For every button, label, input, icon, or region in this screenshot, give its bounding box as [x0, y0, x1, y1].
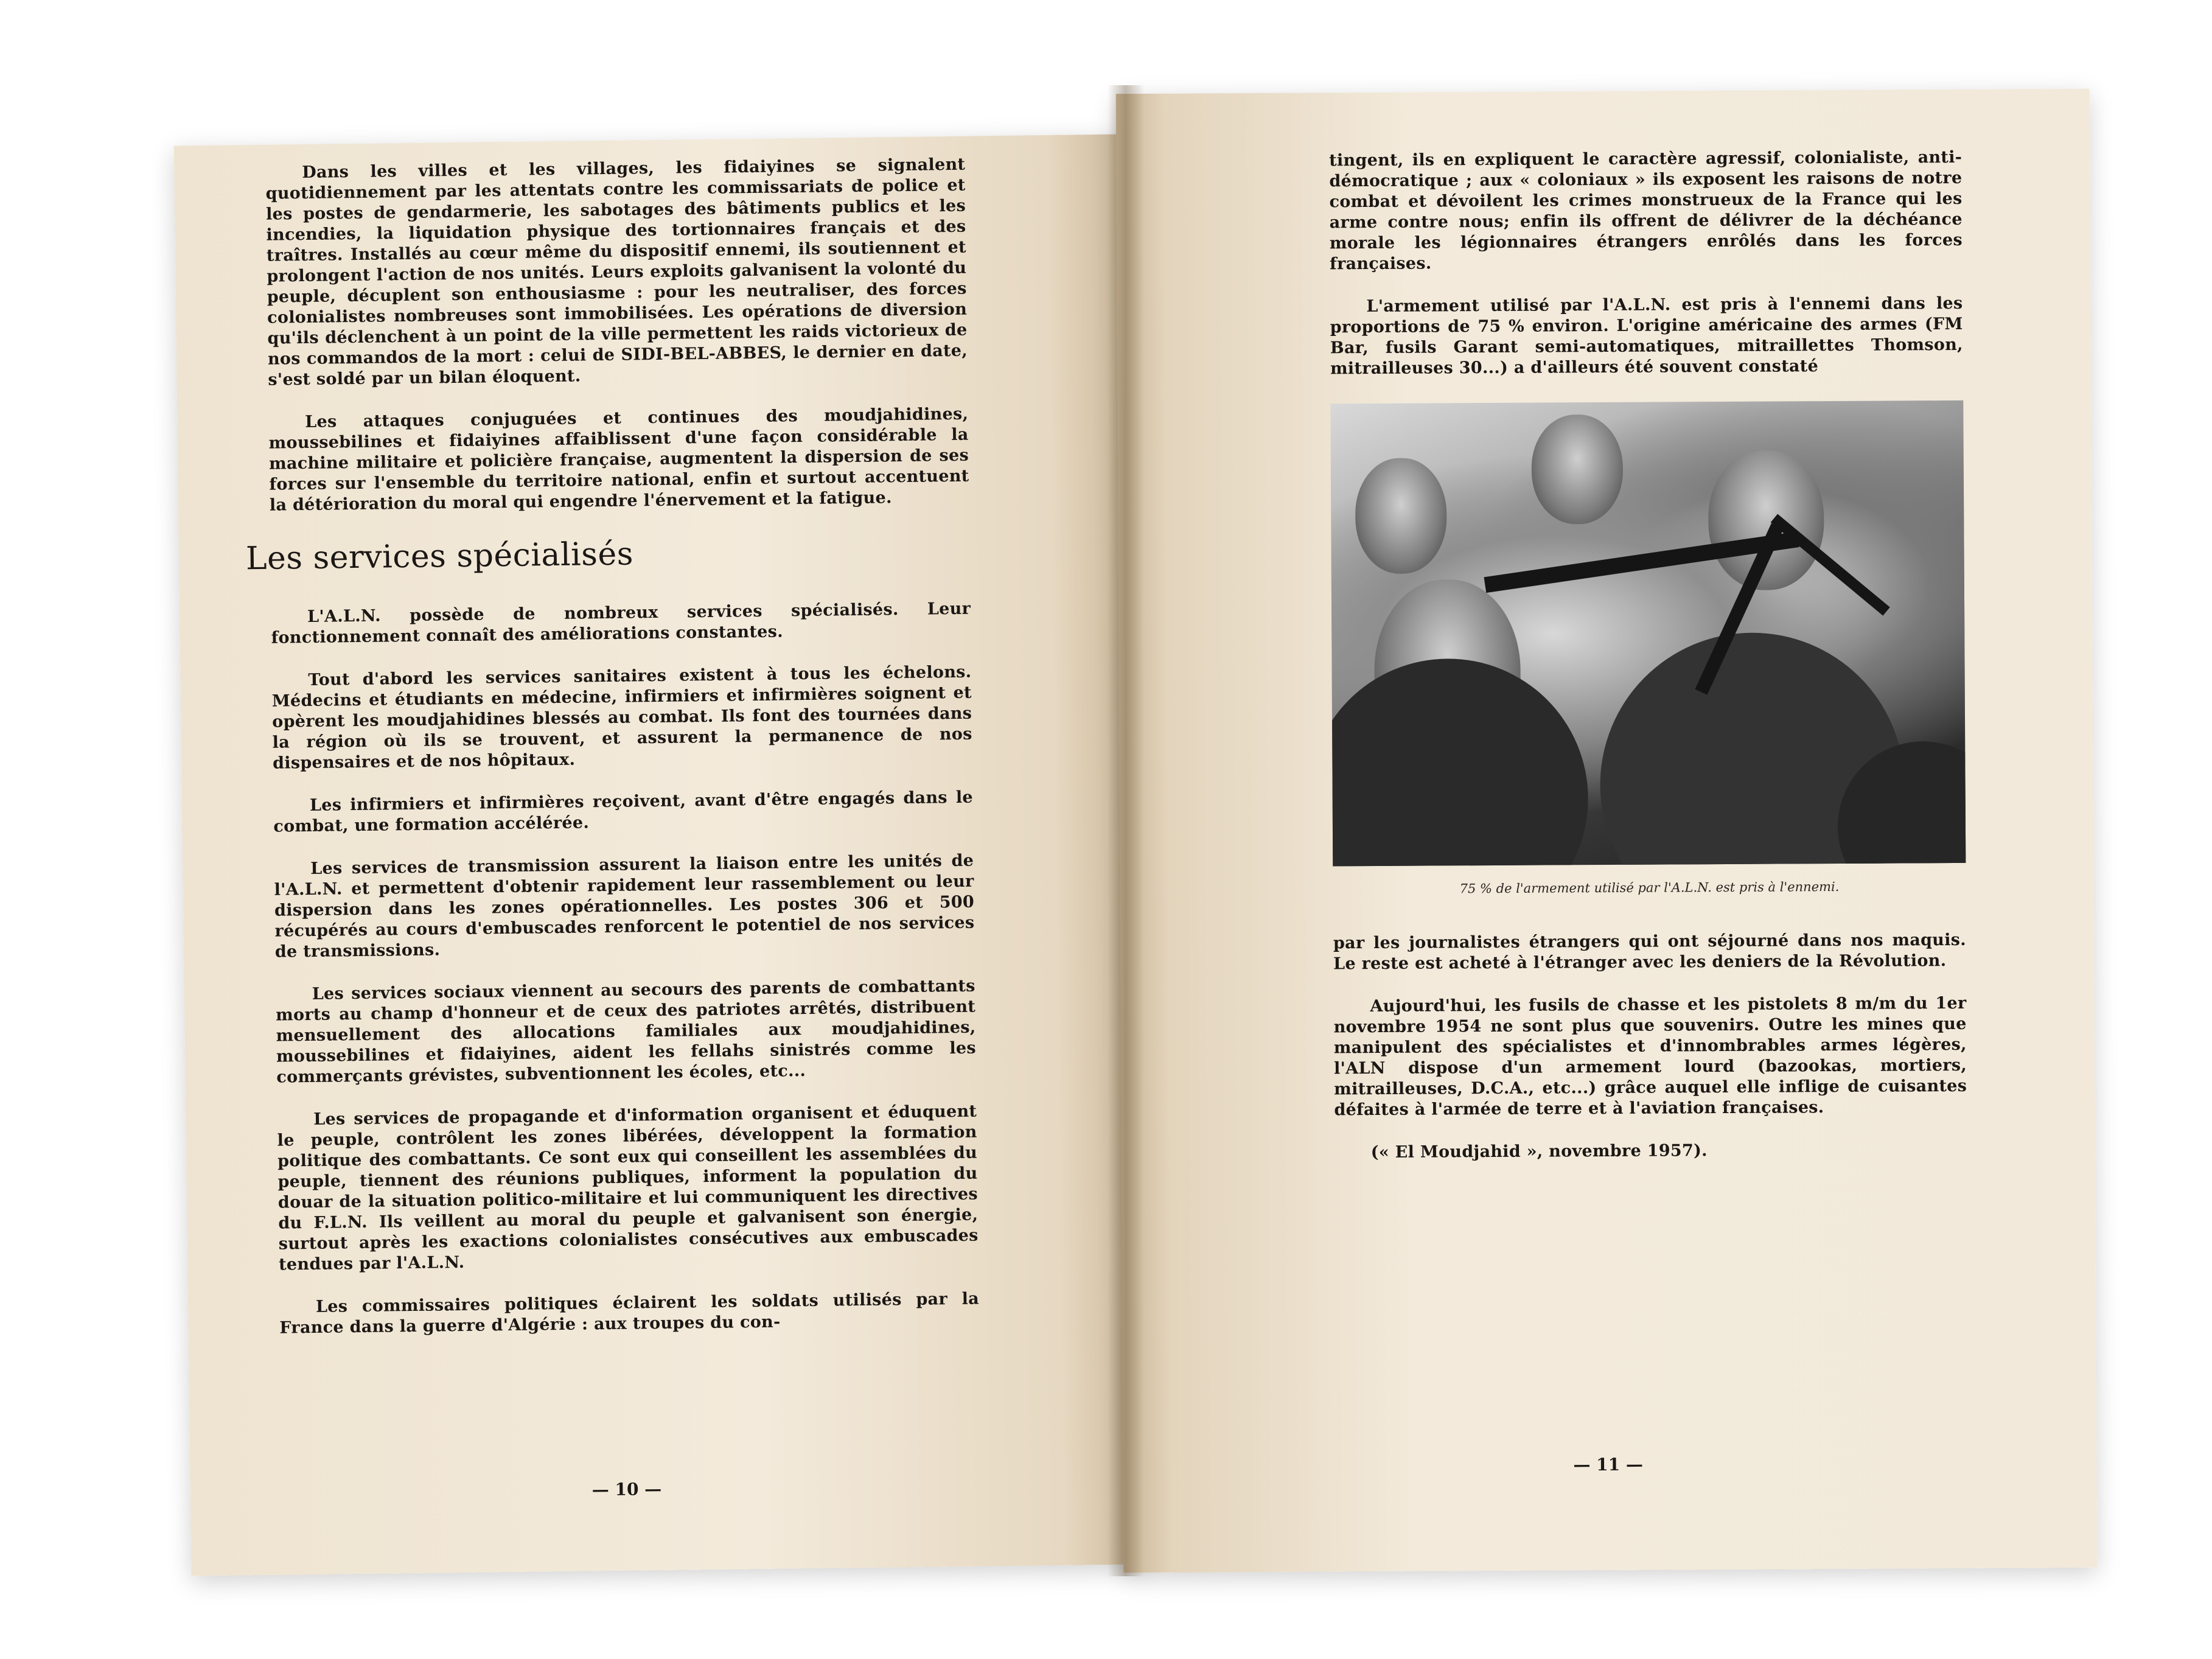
- paragraph-services-intro: L'A.L.N. possède de nombreux services spécialisés. Leur fonctionnement connaît des améliorations constantes.: [271, 599, 971, 648]
- right-page-text: [1329, 147, 1967, 1185]
- right-page: [1116, 89, 2098, 1573]
- left-page-text: [245, 155, 980, 1361]
- paragraph-armament: L'armement utilisé par l'A.L.N. est pris à l'ennemi dans les proportions de 75 % environ. L'origine américaine des armes (FM Bar, fusils Garant semi-automatiques, mitraillettes Thomson, mitrailleuses 30...) a d'ailleurs été souvent constaté: [1330, 293, 1963, 379]
- left-page: [174, 134, 1141, 1576]
- photo-caption: 75 % de l'armement utilisé par l'A.L.N. est pris à l'ennemi.: [1459, 879, 1840, 896]
- paragraph-social: Les services sociaux viennent au secours des parents de combattants morts au champ d'honneur et de ceux des patriotes arrêtés, distribuent mensuellement des allocations familiales aux moudjahidines, moussebilines et fidaiyines, aident les fellahs sinistrés comme les commerçants grévistes, subventionnent les écoles, etc...: [275, 976, 977, 1087]
- section-title: Les services spécialisés: [245, 536, 634, 578]
- booklet-gutter: [1108, 85, 1144, 1576]
- paragraph-continued: tingent, ils en expliquent le caractère agressif, colonialiste, anti-démocratique ; aux « coloniaux » ils exposent les raisons de notre combat et dévoilent les crimes monstrueux de la France qui les arme contre nous; enfin ils offrent de délivrer de la déchéance morale les légionnaires étrangers enrôlés dans les forces françaises.: [1329, 147, 1963, 274]
- page-number-left: — 10 —: [591, 1478, 662, 1500]
- paragraph-sanitary: Tout d'abord les services sanitaires existent à tous les échelons. Médecins et étudiants en médecine, infirmiers et infirmières soignent et opèrent les moudjahidines blessés au combat. Ils font des tournées dans la région où ils se trouvent, et assurent la permanence de nos dispensaires et de nos hôpitaux.: [271, 662, 972, 773]
- soldiers-photo: [1330, 400, 1966, 866]
- page-number-right: — 11 —: [1573, 1454, 1644, 1475]
- paragraph-attacks: Les attaques conjuguées et continues des moudjahidines, moussebilines et fidaiyines affaiblissent d'une façon considérable la machine militaire et policière française, augmentent la dispersion de ses forces sur l'ensemble du territoire national, enfin et surtout accentuent la détérioration du moral qui engendre l'énervement et la fatigue.: [268, 404, 969, 515]
- paragraph-propaganda: Les services de propagande et d'information organisent et éduquent le peuple, contrôlent les zones libérées, développent la formation politique des combattants. Ce sont eux qui conseillent les assemblées du peuple, tiennent des réunions publiques, informent la population du douar de la situation politico-militaire et lui communiquent les directives du F.L.N. Ils veillent au moral du peuple et galvanisent son énergie, surtout après les exactions colonialistes consécutives aux embuscades tendues par l'A.L.N.: [277, 1102, 979, 1274]
- source-citation: (« El Moudjahid », novembre 1957).: [1370, 1141, 1708, 1162]
- paragraph-today: Aujourd'hui, les fusils de chasse et les pistolets 8 m/m du 1er novembre 1954 ne sont plus que souvenirs. Outre les mines que manipulent des spécialistes et d'innombrables armes légères, l'ALN dispose d'un armement lourd (bazookas, mortiers, mitrailleuses, D.C.A., etc...) grâce auquel elle inflige de cuisantes défaites à l'armée de terre et à l'aviation françaises.: [1333, 993, 1967, 1120]
- paragraph-transmission: Les services de transmission assurent la liaison entre les unités de l'A.L.N. et permettent d'obtenir rapidement leur rassemblement ou leur dispersion dans les zones opérationnelles. Les postes 306 et 500 récupérés au cours d'embuscades renforcent le potentiel de nos services de transmissions.: [274, 851, 975, 962]
- paragraph-nurses: Les infirmiers et infirmières reçoivent, avant d'être engagés dans le combat, une formation accélérée.: [273, 788, 974, 836]
- paragraph-commissaires: Les commissaires politiques éclairent les soldats utilisés par la France dans la guerre d'Algérie : aux troupes du con-: [279, 1289, 980, 1338]
- paragraph-fidaiyines: Dans les villes et les villages, les fidaiyines se signalent quotidiennement par les attentats contre les commissariats de police et les postes de gendarmerie, les sabotages des bâtiments publics et les incendies, la liquidation physique des tortionnaires français et des traîtres. Installés au cœur même du dispositif ennemi, ils soutiennent et prolongent l'action de nos unités. Leurs exploits galvanisent la volonté du peuple, décuplent son enthousiasme : pour les neutraliser, des forces colonialistes nombreuses sont immobilisées. Les opérations de diversion qu'ils déclenchent à un point de la ville permettent les raids victorieux de nos commandos de la mort : celui de SIDI-BEL-ABBES, le dernier en date, s'est soldé par un bilan éloquent.: [265, 155, 968, 389]
- paragraph-journalists: par les journalistes étrangers qui ont séjourné dans nos maquis. Le reste est acheté à l'étranger avec les deniers de la Révolution.: [1333, 930, 1967, 974]
